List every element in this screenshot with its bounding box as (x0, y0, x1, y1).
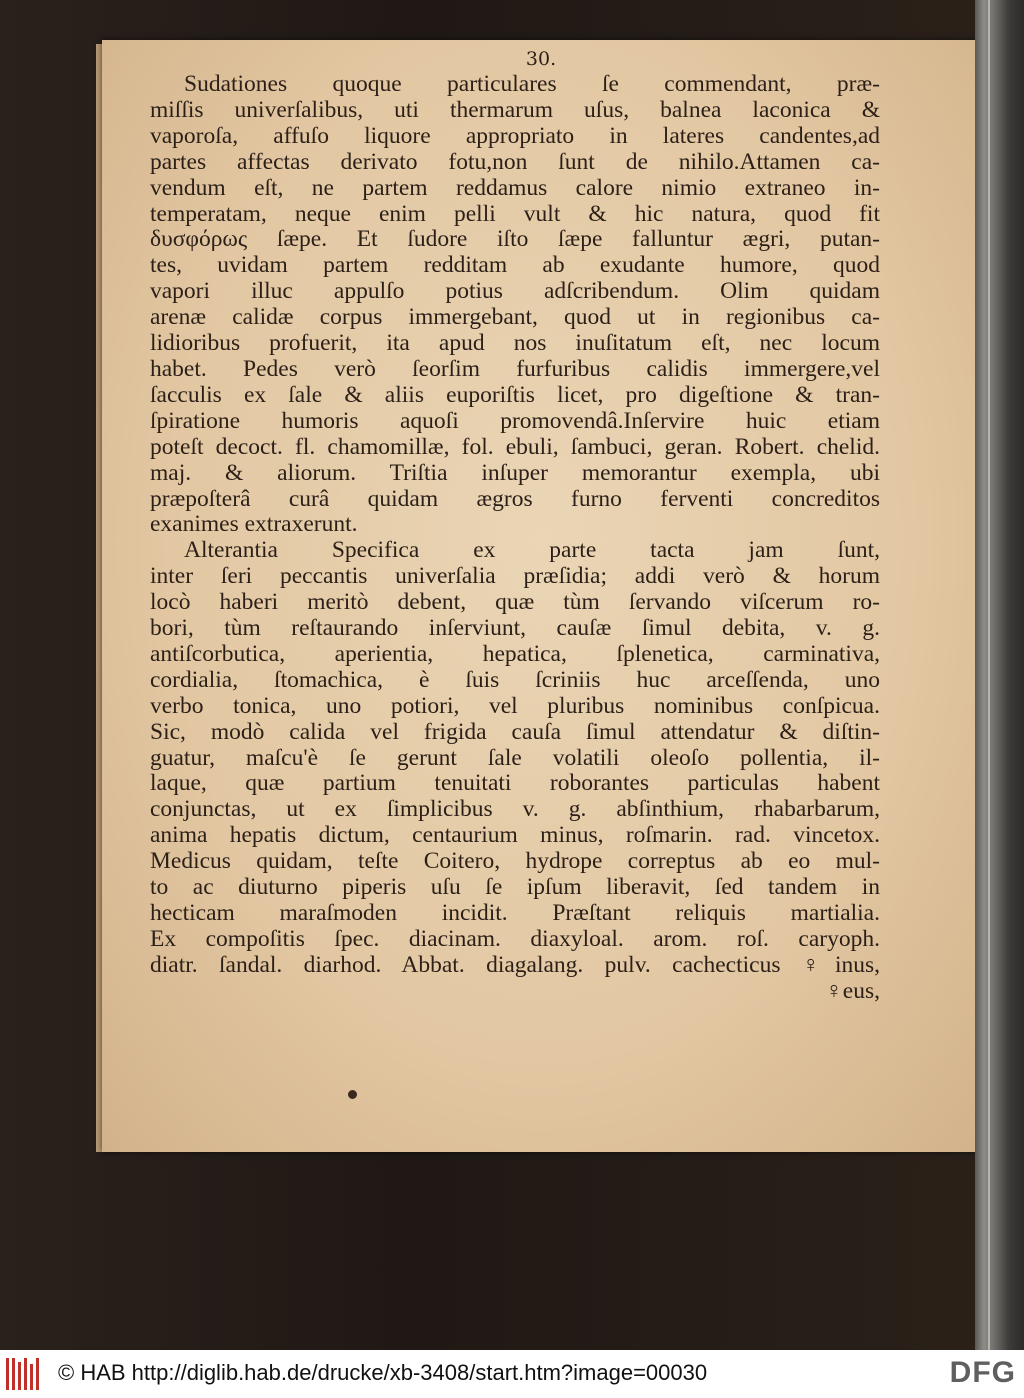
text-line: temperatam, neque enim pelli vult & hic natura, quod fit (150, 200, 880, 227)
text-line: maj. & aliorum. Triſtia inſuper memorantur exempla, ubi (150, 459, 880, 486)
footer-link[interactable]: © HAB http://diglib.hab.de/drucke/xb-3408/start.htm?image=00030 (58, 1360, 708, 1385)
body-text (150, 72, 880, 1005)
text-line: miſſis univerſalibus, uti thermarum uſus, balnea laconica & (150, 96, 880, 123)
ink-spot (348, 1090, 357, 1099)
text-line: hecticam maraſmoden incidit. Præſtant reliquis martialia. (150, 900, 880, 926)
text-line: Alterantia Specifica ex parte tacta jam ſunt, (184, 537, 880, 564)
text-line: diatr. ſandal. diarhod. Abbat. diagalang. pulv. cachecticus ♀inus, (150, 951, 880, 978)
text-line: to ac diuturno piperis uſu ſe ipſum liberavit, ſed tandem in (150, 874, 880, 901)
text-line: verbo tonica, uno potiori, vel pluribus nominibus conſpicua. (150, 692, 880, 719)
text-line: exanimes extraxerunt. (150, 511, 358, 538)
text-line: Medicus quidam, teſte Coitero, hydrope correptus ab eo mul- (150, 848, 880, 875)
text-line: vendum eſt, ne partem reddamus calore nimio extraneo in- (150, 174, 880, 201)
text-line: arenæ calidæ corpus immergebant, quod ut in regionibus ca- (150, 304, 880, 331)
dfg-logo: DFG (949, 1356, 1016, 1389)
footer-bar (0, 1350, 1024, 1398)
text-line: ſacculis ex ſale & aliis euporiſtis licet, pro digeſtione & tran- (150, 381, 880, 408)
text-line: antiſcorbutica, aperientia, hepatica, ſplenetica, carminativa, (150, 640, 880, 667)
scanner-strip-line (988, 0, 990, 1350)
text-line: laque, quæ partium tenuitati roborantes particulas habent (150, 770, 880, 797)
text-line: Ex compoſitis ſpec. diacinam. diaxyloal. arom. roſ. caryoph. (150, 925, 880, 952)
text-line: poteſt decoct. fl. chamomillæ, fol. ebuli, ſambuci, geran. Robert. chelid. (150, 433, 880, 460)
text-line: anima hepatis dictum, centaurium minus, roſmarin. rad. vincetox. (150, 822, 880, 849)
text-line: δυσφόρως ſæpe. Et ſudore iſto ſæpe falluntur ægri, putan- (150, 226, 880, 253)
text-line: partes affectas derivato fotu,non ſunt de nihilo.Attamen ca- (150, 148, 880, 175)
text-line: locò haberi meritò debent, quæ tùm ſervando viſcerum ro- (150, 589, 880, 616)
page-number: 30. (525, 48, 557, 70)
text-line: conjunctas, ut ex ſimplicibus v. g. abſinthium, rhabarbarum, (150, 796, 880, 823)
text-line: vapori illuc appulſo potius adſcribendum. Olim quidam (150, 278, 880, 305)
text-line: habet. Pedes verò ſeorſim furfuribus calidis immergere,vel (150, 355, 880, 382)
text-line: ſpiratione humoris aquoſi promovendâ.Inſervire huic etiam (150, 407, 880, 434)
text-line: Sic, modò calida vel frigida cauſa ſimul attendatur & diſtin- (150, 718, 880, 745)
text-line: guatur, maſcu'è ſe gerunt ſale volatili oleoſo pollentia, il- (150, 744, 880, 771)
text-line: tes, uvidam partem redditam ab exudante humore, quod (150, 252, 880, 279)
text-line: vaporoſa, affuſo liquore appropriato in lateres candentes,ad (150, 122, 880, 149)
hab-logo-icon (6, 1358, 44, 1390)
text-line: lidioribus profuerit, ita apud nos inuſitatum eſt, nec locum (150, 330, 880, 357)
text-line: ♀eus, (825, 977, 880, 1004)
scanner-strip (975, 0, 1024, 1350)
text-line: Sudationes quoque particulares ſe commendant, præ- (184, 71, 880, 97)
text-line: præpoſterâ curâ quidam ægros furno ferventi concreditos (150, 485, 880, 512)
text-line: inter ſeri peccantis univerſalia præſidia; addi verò & horum (150, 563, 880, 590)
text-line: bori, tùm reſtaurando inſerviunt, cauſæ ſimul debita, v. g. (150, 615, 880, 642)
text-line: cordialia, ſtomachica, è ſuis ſcriniis huc arceſſenda, uno (150, 666, 880, 693)
